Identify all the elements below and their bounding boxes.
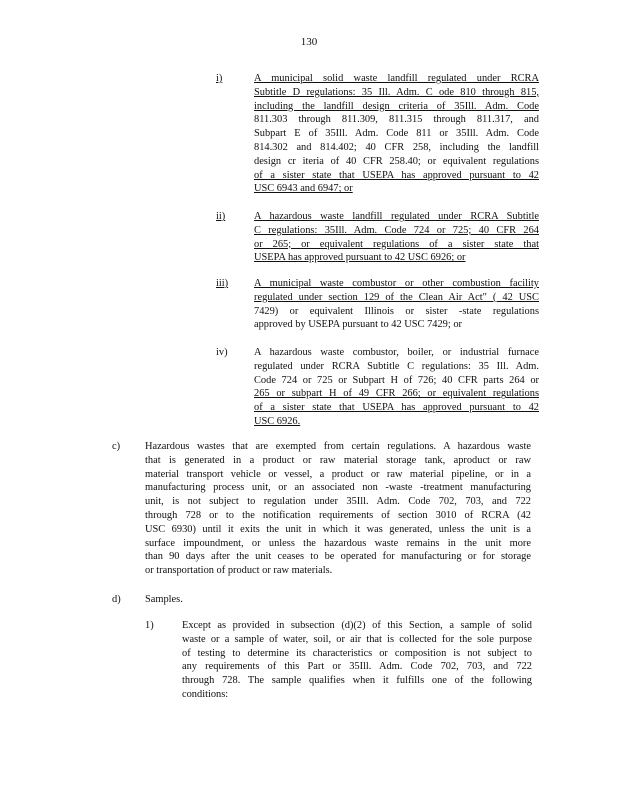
paragraph-line: or transportation of product or raw materials. <box>145 565 333 577</box>
clause-line: regulated under RCRA Subtitle C regulations: 35 Ill. Adm. <box>254 360 539 372</box>
paragraph-line: through 728. The sample qualifies when it fulfills one of the following <box>182 675 532 687</box>
paragraph-line: that is generated in a product or raw material storage tank, aproduct or raw <box>145 454 531 466</box>
clause-text <box>254 72 539 196</box>
paragraph-line: conditions: <box>182 688 229 700</box>
clause-line: approved by USEPA pursuant to 42 USC 7429; or <box>254 319 463 331</box>
clause-line: Subtitle D regulations: 35 Ill. Adm. C ode 810 through 815, <box>254 86 539 98</box>
paragraph-line: USC 6930) until it exits the unit in which it was generated, unless the unit is a <box>145 523 531 535</box>
subsection-1-text <box>182 619 532 702</box>
clause-label: i) <box>216 73 223 84</box>
clause-line: A hazardous waste combustor, boiler, or industrial furnace <box>254 347 539 358</box>
clause-line: or 265; or equivalent regulations of a sister state that <box>254 238 539 250</box>
clause-line: of a sister state that USEPA has approved pursuant to 42 <box>254 402 539 414</box>
clause-line: 814.302 and 814.402; 40 CFR 258, including the landfill <box>254 141 539 153</box>
clause-line: A municipal waste combustor or other combustion facility <box>254 278 539 289</box>
section-c-text <box>145 440 531 578</box>
clause-line: of a sister state that USEPA has approved pursuant to 42 <box>254 169 539 181</box>
clause-line: A hazardous waste landfill regulated under RCRA Subtitle <box>254 211 539 222</box>
clause-text <box>254 346 539 429</box>
paragraph-line: through 728 or to the notification requirements of section 3010 of RCRA (42 <box>145 509 531 521</box>
clause-line: USC 6926. <box>254 415 301 427</box>
clause-line: Code 724 or 725 or Subpart H of 726; 40 CFR parts 264 or <box>254 374 539 386</box>
clause-line: C regulations: 35Ill. Adm. Code 724 or 725; 40 CFR 264 <box>254 224 539 236</box>
clause-text <box>254 210 539 265</box>
clause-line: Subpart E of 35Ill. Adm. Code 811 or 35Ill. Adm. Code <box>254 128 539 140</box>
section-c-label: c) <box>112 441 121 452</box>
clause-line: 811.303 through 811.309, 811.315 through 811.317, and <box>254 114 539 126</box>
clause-line: design cr iteria of 40 CFR 258.40; or equivalent regulations <box>254 155 539 167</box>
paragraph-line: Except as provided in subsection (d)(2) of this Section, a sample of solid <box>182 620 532 631</box>
paragraph-line: waste or a sample of water, soil, or air that is collected for the sole purpose <box>182 633 532 645</box>
clause-line: 265 or subpart H of 49 CFR 266; or equivalent regulations <box>254 388 539 400</box>
paragraph-line: material transport vehicle or vessel, a product or raw material pipeline, or in a <box>145 468 531 480</box>
paragraph-line: than 90 days after the unit ceases to be operated for manufacturing or for storage <box>145 551 531 563</box>
paragraph-line: unit, is not subject to regulation under 35Ill. Adm. Code 702, 703, and 722 <box>145 496 531 508</box>
paragraph-line: any requirements of this Part or 35Ill. Adm. Code 702, 703, and 722 <box>182 661 532 673</box>
paragraph-line: of testing to determine its characteristics or composition is not subject to <box>182 647 532 659</box>
clause-label: ii) <box>216 211 226 222</box>
clause-line: A municipal solid waste landfill regulated under RCRA <box>254 73 539 84</box>
section-d-label: d) <box>112 594 121 605</box>
page-number: 130 <box>300 36 318 48</box>
clause-line: 7429) or equivalent Illinois or sister -state regulations <box>254 305 539 317</box>
clause-label: iii) <box>216 278 229 289</box>
clause-text <box>254 277 539 332</box>
clause-line: including the landfill design criteria of 35Ill. Adm. Code <box>254 100 539 112</box>
paragraph-line: surface impoundment, or unless the hazardous waste remains in the unit more <box>145 537 531 549</box>
paragraph-line: Hazardous wastes that are exempted from certain regulations. A hazardous waste <box>145 441 531 452</box>
clause-line: USEPA has approved pursuant to 42 USC 6926; or <box>254 252 466 264</box>
section-d-title: Samples. <box>145 594 183 605</box>
paragraph-line: manufacturing process unit, or an associated non -waste -treatment manufacturing <box>145 482 531 494</box>
clause-label: iv) <box>216 347 228 358</box>
clause-line: USC 6943 and 6947; or <box>254 183 353 195</box>
subsection-1-label: 1) <box>145 620 154 631</box>
clause-line: regulated under section 129 of the Clean Air Act" ( 42 USC <box>254 291 539 303</box>
